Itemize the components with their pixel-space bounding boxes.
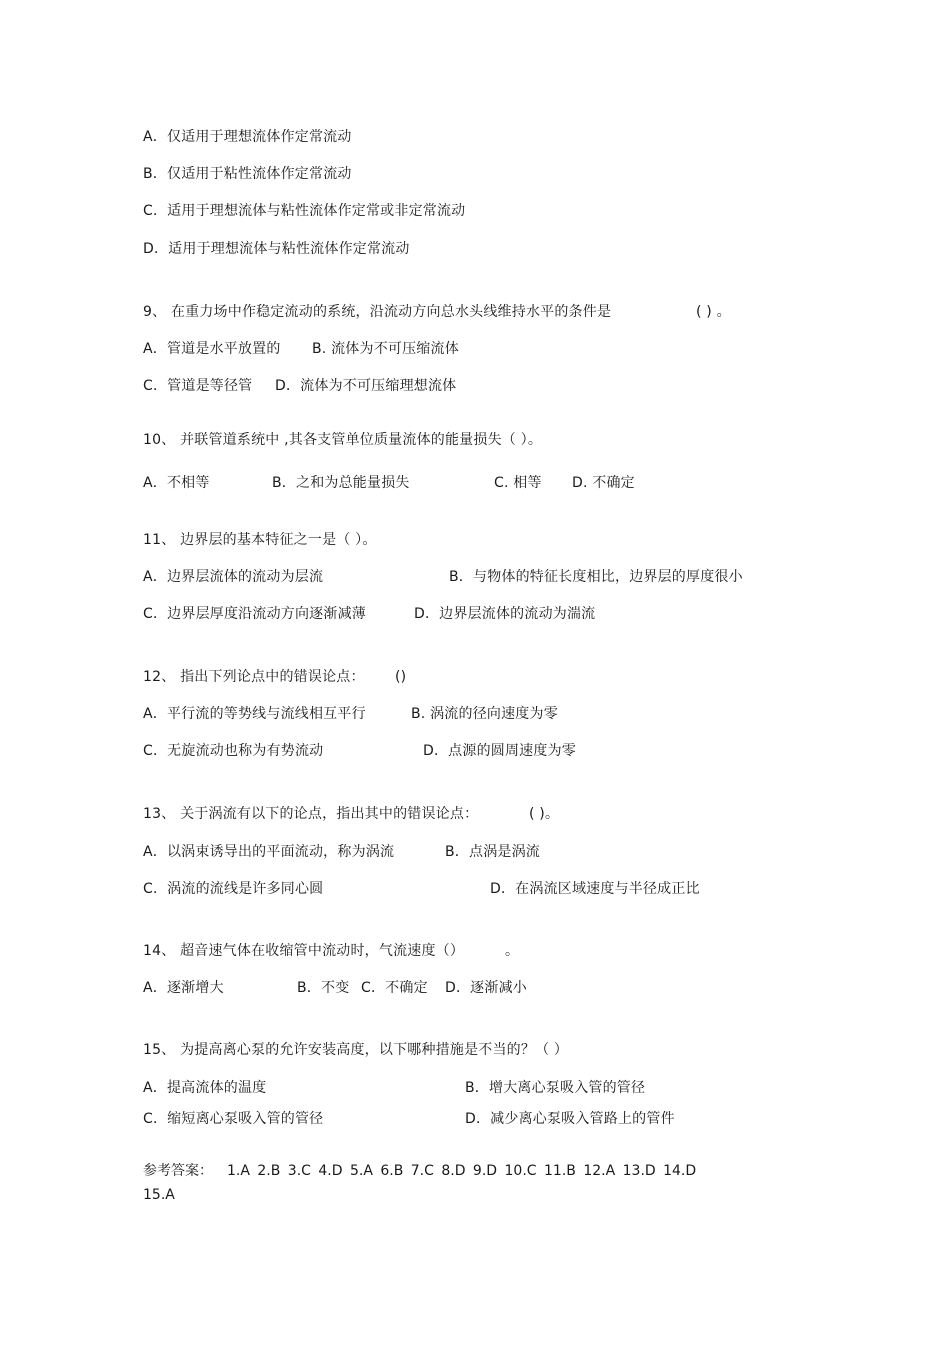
q11-option-a: A．边界层流体的流动为层流	[143, 569, 324, 585]
q12-option-a: A．平行流的等势线与流线相互平行	[143, 706, 366, 722]
q9-stem: 9、 在重力场中作稳定流动的系统，沿流动方向总水头线维持水平的条件是	[143, 304, 612, 320]
q13-option-b: B．点涡是涡流	[445, 844, 541, 860]
answer-key-list: 1.A 2.B 3.C 4.D 5.A 6.B 7.C 8.D 9.D 10.C 11.B 12.A 13.D 14.D 15.A	[143, 1163, 697, 1203]
q15-option-a: A．提高流体的温度	[143, 1080, 267, 1096]
q13-stem: 13、 关于涡流有以下的论点，指出其中的错误论点：	[143, 806, 479, 822]
q10-option-b: B．之和为总能量损失	[272, 475, 410, 491]
q12-option-d: D．点源的圆周速度为零	[423, 743, 576, 759]
q13-answer-paren: ( )。	[529, 806, 560, 822]
q12-answer-paren: ()	[395, 669, 407, 685]
q11-option-d: D．边界层流体的流动为湍流	[414, 606, 596, 622]
q14-option-d: D．逐渐减小	[445, 980, 527, 996]
q14-option-c: C．不确定	[361, 980, 428, 996]
q10-option-d: D. 不确定	[572, 475, 635, 491]
q15-option-b: B．增大离心泵吸入管的管径	[465, 1080, 646, 1096]
answer-key	[143, 1159, 703, 1207]
q11-option-c: C．边界层厚度沿流动方向逐渐减薄	[143, 606, 366, 622]
q15-stem: 15、 为提高离心泵的允许安装高度，以下哪种措施是不当的？（ ）	[143, 1042, 569, 1058]
q8-option-d: D．适用于理想流体与粘性流体作定常流动	[143, 241, 410, 257]
q13-option-c: C．涡流的流线是许多同心圆	[143, 881, 324, 897]
q9-option-d: D．流体为不可压缩理想流体	[275, 378, 457, 394]
q12-stem: 12、 指出下列论点中的错误论点：	[143, 669, 365, 685]
q13-option-a: A．以涡束诱导出的平面流动，称为涡流	[143, 844, 395, 860]
q14-option-b: B．不变	[297, 980, 350, 996]
q9-option-c: C．管道是等径管	[143, 378, 253, 394]
q8-option-b: B．仅适用于粘性流体作定常流动	[143, 166, 352, 182]
q10-option-a: A．不相等	[143, 475, 210, 491]
q8-option-a: A．仅适用于理想流体作定常流动	[143, 129, 352, 145]
q11-option-b: B．与物体的特征长度相比，边界层的厚度很小	[449, 569, 743, 585]
q13-option-d: D．在涡流区域速度与半径成正比	[490, 881, 700, 897]
q8-option-c: C．适用于理想流体与粘性流体作定常或非定常流动	[143, 203, 466, 219]
q14-stem-tail: 。	[505, 943, 520, 959]
q12-option-c: C．无旋流动也称为有势流动	[143, 743, 324, 759]
q12-option-b: B. 涡流的径向速度为零	[411, 706, 558, 722]
q15-option-c: C．缩短离心泵吸入管的管径	[143, 1111, 324, 1127]
q11-stem: 11、 边界层的基本特征之一是（ ）。	[143, 532, 377, 548]
answer-key-label: 参考答案：	[143, 1163, 213, 1179]
q10-option-c: C. 相等	[494, 475, 542, 491]
q14-stem: 14、 超音速气体在收缩管中流动时，气流速度（）	[143, 943, 465, 959]
q10-stem: 10、 并联管道系统中 ,其各支管单位质量流体的能量损失（ ）。	[143, 432, 543, 448]
q14-option-a: A．逐渐增大	[143, 980, 224, 996]
q15-option-d: D．减少离心泵吸入管路上的管件	[465, 1111, 675, 1127]
q9-option-b: B. 流体为不可压缩流体	[312, 341, 459, 357]
q9-answer-paren: ( ) 。	[696, 304, 731, 320]
q9-option-a: A．管道是水平放置的	[143, 341, 281, 357]
